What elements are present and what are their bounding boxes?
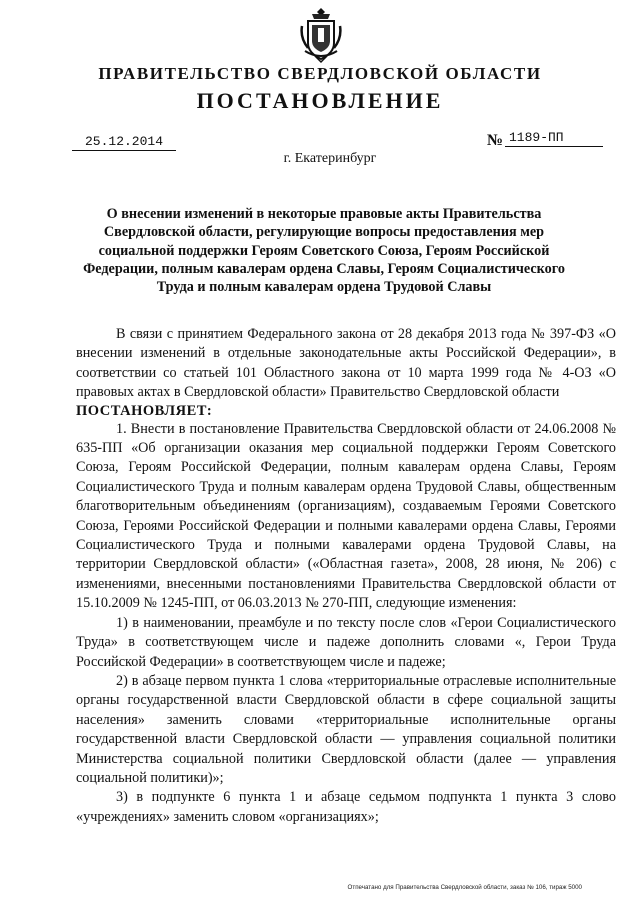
print-footer: Отпечатано для Правительства Свердловской области, заказ № 106, тираж 5000 bbox=[347, 884, 582, 891]
document-title: О внесении изменений в некоторые правовые акты Правительства Свердловской области, регулирующие вопросы предоставления мер социальной поддержки Героям Советского Союза, Героям Российской Федерации, полным кавалерам ордена Славы, Героям Социалистического Труда и полным кавалерам ордена Трудовой Славы bbox=[83, 206, 565, 296]
document-type: ПОСТАНОВЛЕНИЕ bbox=[196, 88, 444, 113]
subitem-1-paragraph: 1) в наименовании, преамбуле и по тексту после слов «Герои Социалистического Труда» в соответствующем числе и падеже дополнить словами «, Герои Труда Российской Федерации» в соответствующем числе и падеже; bbox=[76, 614, 616, 670]
subitem-2-paragraph: 2) в абзаце первом пункта 1 слова «территориальные отраслевые исполнительные органы государственной власти Свердловской области в сфере социальной защиты населения» заменить словами «территориальные исполнительные органы государственной власти Свердловской области — управления социальной политики Министерства социальной политики Свердловской области (далее — управления социальной политики)»; bbox=[76, 672, 616, 786]
item-1-paragraph: 1. Внести в постановление Правительства Свердловской области от 24.06.2008 № 635-ПП «Об организации оказания мер социальной поддержки Героям Советского Союза, Героям Российской Федерации, полным кавалерам ордена Славы, Героям Социалистического Труда и полным кавалерам ордена Трудовой Славы, общественным благотворительным объединениям (организациям), создаваемым Героями Советского Союза, Героями Российской Федерации и полными кавалерами ордена Славы, Героями Социалистического Труда и полными кавалерами ордена Трудовой Славы, на территории Свердловской области» («Областная газета», 2008, 28 июня, № 206) с изменениями, внесенными постановлениями Правительства Свердловской области от 15.10.2009 № 1245-ПП, от 06.03.2013 № 270-ПП, следующие изменения: bbox=[76, 420, 616, 612]
coat-of-arms-icon bbox=[299, 6, 343, 64]
government-name: ПРАВИТЕЛЬСТВО СВЕРДЛОВСКОЙ ОБЛАСТИ bbox=[98, 64, 542, 83]
document-body bbox=[76, 325, 616, 827]
subitem-3-paragraph: 3) в подпункте 6 пункта 1 и абзаце седьмом подпункта 1 пункта 3 слово «учреждениях» заменить словом «организациях»; bbox=[76, 789, 616, 825]
resolves-heading: ПОСТАНОВЛЯЕТ: bbox=[76, 402, 213, 419]
preamble-paragraph: В связи с принятием Федерального закона от 28 декабря 2013 года № 397-ФЗ «О внесении изменений в отдельные законодательные акты Российской Федерации», в соответствии со статьей 101 Областного закона от 10 марта 1999 года № 4-ОЗ «О правовых актах в Свердловской области» Правительство Свердловской области bbox=[76, 326, 616, 401]
number-sign: № bbox=[487, 132, 504, 149]
document-number: 1189-ПП bbox=[505, 130, 603, 147]
city: г. Екатеринбург bbox=[283, 151, 377, 166]
document-date: 25.12.2014 bbox=[72, 134, 176, 151]
